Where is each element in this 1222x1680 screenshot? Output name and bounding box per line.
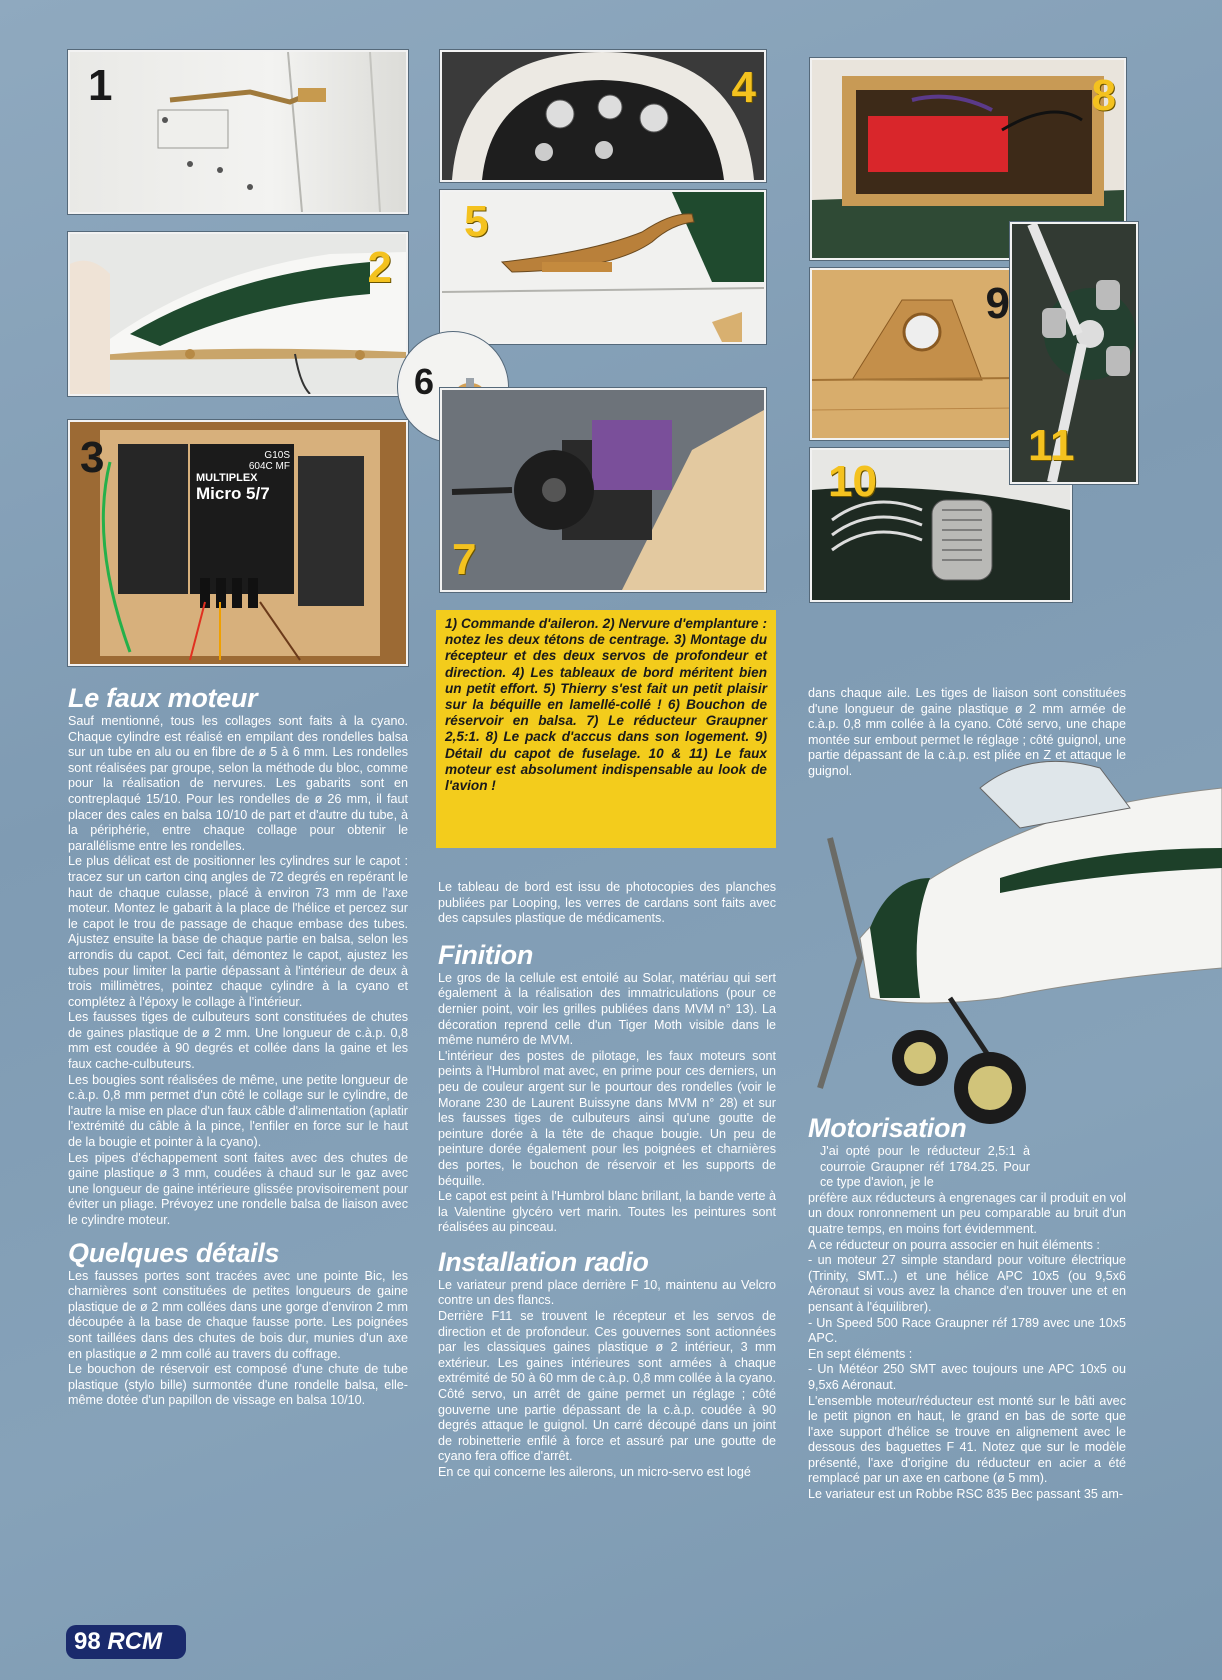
aileron-illustration [70, 52, 406, 212]
paragraph: Les fausses portes sont tracées avec une pointe Bic, les charnières sont constituées de petites longueurs de gaine plastique de ø 2 mm collées dans une gorge d'environ 2 mm découpée à la base de chaque fausse porte. Les poignées sont taillées dans des chutes de bois dur, munies d'un axe en plastique ø 2 mm collé au travers du coffrage. [68, 1268, 408, 1361]
photo-number: 11 [1028, 421, 1075, 470]
heading-installation-radio: Installation radio [438, 1246, 649, 1277]
paragraph: L'ensemble moteur/réducteur est monté sur le bâti avec le petit pignon en haut, le grand en bas de sorte que l'axe support d'hélice se trouve en alignement avec le dessous des baguettes F 41. Notez que sur le modèle présenté, l'axe d'origine du réducteur en acier a été remplacé par un axe en carbone (ø 5 mm). [808, 1393, 1126, 1486]
receiver-model: Micro 5/7 [196, 484, 270, 503]
paragraph: - Un Météor 250 SMT avec toujours une APC 10x5 ou 9,5x6 Aéronaut. [808, 1362, 1126, 1392]
photo-aileron-control [68, 50, 408, 214]
paragraph: Sauf mentionné, tous les collages sont faits à la cyano. Chaque cylindre est réalisé en empilant des rondelles balsa sur un tube en alu ou en fibre de ø 5 à 6 mm. Les rondelles sont réalisées par groupe, selon la méthode du bloc, comme pour la réalisation de nervures. Les gabarits sont en contreplaqué 15/10. Pour les rondelles de ø 26 mm, il faut placer des cales en balsa 10/10 de part et d'autre du tube, à la périphérie, entre chaque collage pour obtenir le parallélisme entre les rondelles. [68, 714, 408, 853]
photo-number: 10 [828, 457, 877, 506]
page-number: 98 [74, 1628, 101, 1655]
photo-number: 6 [414, 361, 435, 402]
paragraph: préfère aux réducteurs à engrenages car il produit en vol un doux ronronnement un peu comparable au bruit d'un quatre temps, en moins fort évidemment. [808, 1190, 1126, 1236]
page-number-badge [66, 1625, 186, 1659]
photo-receiver-servos [68, 420, 408, 666]
receiver-code-1: G10S [264, 450, 290, 461]
photo-number: 1 [88, 61, 113, 110]
paragraph: J'ai opté pour le réducteur 2,5:1 à courroie Graupner réf 1784.25. Pour ce type d'avion, je le [820, 1144, 1030, 1190]
photo-number: 9 [985, 279, 1010, 328]
receiver-brand: MULTIPLEX [196, 472, 258, 484]
photo-number: 2 [367, 243, 392, 292]
photo-captions: 1) Commande d'aileron. 2) Nervure d'emplanture : notez les deux tétons de centrage. 3) Montage du récepteur et des deux servos de profondeur et direction. 4) Les tableaux de bord méritent bien un petit effort. 5) Thierry s'est fait un petit plaisir sur la béquille en lamellé-collé ! 6) Bouchon de réservoir en balsa. 7) Le réducteur Graupner 2,5:1. 8) Le pack d'accus dans son logement. 9) Détail du capot de fuselage. 10 & 11) Le faux moteur est absolument indispensable au look de l'avion ! [436, 610, 776, 848]
airplane-illustration [800, 728, 1222, 1148]
paragraph: Le variateur est un Robbe RSC 835 Bec passant 35 am- [808, 1487, 1124, 1502]
column-2 [438, 880, 776, 1481]
paragraph: - Un Speed 500 Race Graupner réf 1789 avec une 10x5 APC. [808, 1315, 1126, 1346]
photo-number: 8 [1091, 71, 1116, 120]
heading-quelques-details: Quelques détails [68, 1237, 280, 1268]
photo-root-rib [68, 232, 408, 396]
paragraph: Les fausses tiges de culbuteurs sont constituées de chutes de gaines plastique de ø 2 mm. Une longueur de c.à.p. 0,8 mm est coudée à 90 degrés et collée dans la gaine et les faux cache-culbuteurs. [68, 1010, 408, 1072]
paragraph: Les pipes d'échappement sont faites avec des chutes de gaine plastique ø 3 mm, coudées à chaud sur le gaz avec une longueur de gaine intérieure glissée provisoirement pour éviter un pliage. Prévoyez une rondelle balsa de liaison avec le cylindre moteur. [68, 1150, 408, 1227]
paragraph: Le bouchon de réservoir est composé d'une chute de tube plastique (stylo bille) surmontée d'une rondelle balsa, elle-même dotée d'un papillon de vissage en balsa 10/10. [68, 1362, 408, 1408]
photo-number: 4 [731, 63, 756, 112]
column-1 [68, 682, 408, 1409]
photo-number: 3 [80, 433, 105, 482]
paragraph: A ce réducteur on pourra associer en huit éléments : [808, 1237, 1100, 1252]
tail-skid-illustration [442, 192, 764, 342]
paragraph: L'intérieur des postes de pilotage, les faux moteurs sont peints à l'Humbrol mat avec, en prime pour ces derniers, un peu de couleur argent sur le pourtour des rondelles (voir le Morane 230 de Laurent Buissyne dans MVM n° 28) et sur les fausses tiges de culbuteurs ainsi qu'une goutte de peinture dorée à la tête de chaque bougie. Un peu de peinture dorée également pour les poignées et charnières des portes, le bouchon de réservoir et les supports de béquille. [438, 1048, 776, 1188]
wing-rib-illustration [70, 234, 406, 394]
photo-instrument-panel [440, 50, 766, 182]
receiver-code-2: 604C MF [248, 461, 290, 472]
photo-tail-skid [440, 190, 766, 344]
photo-cowling-detail [810, 268, 1024, 440]
photo-gearbox [440, 388, 766, 592]
heading-faux-moteur: Le faux moteur [68, 683, 258, 713]
column-3-bottom [808, 1112, 1126, 1503]
photo-number: 5 [464, 197, 489, 246]
paragraph: Derrière F11 se trouvent le récepteur et les servos de direction et de profondeur. Ces gouvernes sont actionnées par les classiques gaines plastique ø 2 intérieur, 3 mm extérieur. Les gaines intérieures sont armées à chaque extrémité de 50 à 60 mm de c.à.p. 0,8 mm collée à la cyano. Côté servo, un arrêt de gaine permet un réglage ; côté gouverne une partie dépassant de la c.à.p. coudée à 90 degrés attaque le guignol. Un carré découpé dans un joint de robinetterie enfilé à force et assuré par une goutte de cyano fera office d'arrêt. [438, 1309, 776, 1464]
photo-radial-engine [1010, 222, 1138, 484]
photo-number: 7 [452, 535, 477, 584]
paragraph: Le tableau de bord est issu de photocopies des planches publiées par Looping, les verres de cardans sont faits avec des capsules plastique de médicaments. [438, 880, 776, 926]
heading-finition: Finition [438, 939, 534, 970]
heading-motorisation: Motorisation [808, 1113, 967, 1143]
paragraph: Le gros de la cellule est entoilé au Solar, matériau qui sert également à la réalisation des immatriculations (pour ce dernier point, voir les grilles publiées dans MVM n° 13). La décoration reprend celle d'un Tiger Moth visible dans le même numéro de MVM. [438, 970, 776, 1048]
paragraph: Le plus délicat est de positionner les cylindres sur le capot : tracez sur un carton cinq angles de 72 degrés en repérant le haut de chaque culasse, placé à environ 73 mm de l'axe moteur. Montez le gabarit à la place de l'hélice et percez sur le capot le trou de passage de chaque embase des tubes. Ajustez ensuite la base de chaque partie en balsa, selon les arrondis du capot. Ceci fait, démontez le capot, ajustez les tubes pour limiter la partie dépassant à l'intérieur de deux à trois millimètres, pointez chaque cylindre à la cyano et complétez à l'époxy le collage à l'intérieur. [68, 854, 408, 1009]
paragraph: - un moteur 27 simple standard pour voiture électrique (Trinity, SMT...) et une hélice APC 10x5 (ou 9,5x6 Aéronaut si vous avez la chance d'en trouver une et en pensant à l'équilibrer). [808, 1253, 1126, 1314]
paragraph: Les bougies sont réalisées de même, une petite longueur de c.à.p. 0,8 mm permet d'un côté le collage sur le cylindre, de l'autre la mise en place d'un faux câble d'alimentation (aplatir l'extrémité du câble à la pince, l'enfiler en force sur le haut de la bougie et pointer à la cyano). [68, 1072, 408, 1150]
paragraph: En sept éléments : [808, 1346, 913, 1361]
paragraph: Le capot est peint à l'Humbrol blanc brillant, la bande verte à la Valentine glycéro vert marin. Toutes les peintures sont réalisées au pinceau. [438, 1189, 776, 1235]
dashboard-illustration [442, 52, 764, 180]
gearbox-illustration [442, 390, 764, 590]
paragraph: dans chaque aile. Les tiges de liaison sont constituées d'une longueur de gaine plastique ø 2 mm armée de c.à.p. 0,8 mm collée à la cyano. Côté servo, une chape montée sur embout permet le réglage ; côté guignol, une partie dépassant de la c.à.p. est pliée en Z et attaque le guignol. [808, 686, 1126, 778]
receiver-label [196, 450, 290, 504]
paragraph: En ce qui concerne les ailerons, un micro-servo est logé [438, 1465, 751, 1479]
airplane-cutout-image [800, 728, 1222, 1148]
column-3-top [808, 686, 1126, 780]
magazine-logo: RCM [107, 1628, 163, 1655]
paragraph: Le variateur prend place derrière F 10, maintenu au Velcro contre un des flancs. [438, 1277, 776, 1308]
